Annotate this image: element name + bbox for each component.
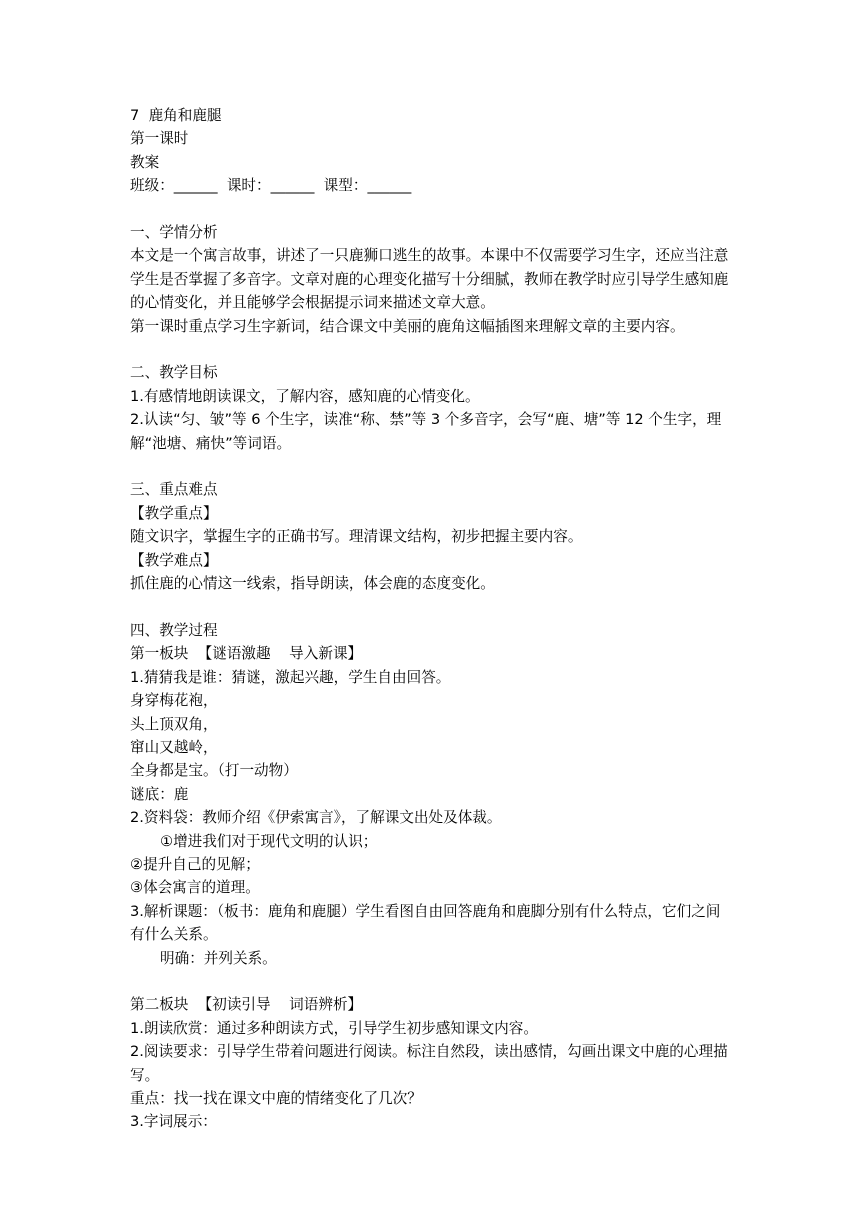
difficulty-label: 【教学难点】	[130, 551, 218, 569]
spacer	[130, 198, 734, 221]
sub-point: ①增进我们对于现代文明的认识；	[160, 832, 378, 850]
difficulty-text: 抓住鹿的心情这一线索，指导朗读，体会鹿的态度变化。	[130, 575, 495, 593]
focus-question: 重点：找一找在课文中鹿的情绪变化了几次？	[130, 1089, 422, 1107]
spacer	[130, 455, 734, 478]
document-body	[130, 104, 734, 1134]
key-point-label: 【教学重点】	[130, 504, 218, 522]
lesson-period: 第一课时	[130, 130, 189, 148]
process-item: 3.解析课题：（板书：鹿角和鹿腿）学生看图自由回答鹿角和鹿脚分别有什么特点，它们之间有什么关系。	[130, 902, 721, 944]
section-heading-goals: 二、教学目标	[130, 364, 218, 382]
riddle-line: 全身都是宝。（打一动物）	[130, 762, 298, 780]
section-heading-process: 四、教学过程	[130, 621, 218, 639]
process-item: 1.朗读欣赏：通过多种朗读方式，引导学生初步感知课文内容。	[130, 1019, 538, 1037]
section-heading-key-points: 三、重点难点	[130, 481, 218, 499]
riddle-line: 头上顶双角，	[130, 715, 218, 733]
analysis-paragraph: 本文是一个寓言故事，讲述了一只鹿狮口逃生的故事。本课中不仅需要学习生字，还应当注意学生是否掌握了多音字。文章对鹿的心理变化描写十分细腻，教师在教学时应引导学生感知鹿的心情变化，并且能够学会根据提示词来描述文章大意。	[130, 247, 729, 312]
spacer	[130, 338, 734, 361]
key-point-text: 随文识字，掌握生字的正确书写。理清课文结构，初步把握主要内容。	[130, 528, 583, 546]
block-title: 第一板块 【谜语激趣 导入新课】	[130, 645, 363, 663]
process-item: 2.阅读要求：引导学生带着问题进行阅读。标注自然段，读出感情，勾画出课文中鹿的心理描写。	[130, 1043, 728, 1084]
doc-type: 教案	[130, 153, 160, 171]
spacer	[130, 970, 734, 993]
riddle-answer: 谜底：鹿	[130, 785, 189, 803]
clarification: 明确：并列关系。	[160, 949, 277, 967]
class-info-line: 班级：______ 课时：______ 课型：______	[130, 177, 412, 195]
goal-item: 1.有感情地朗读课文，了解内容，感知鹿的心情变化。	[130, 387, 480, 405]
process-item: 2.资料袋：教师介绍《伊索寓言》，了解课文出处及体裁。	[130, 809, 502, 827]
section-heading-analysis: 一、学情分析	[130, 224, 218, 242]
sub-point: ②提升自己的见解；	[130, 855, 260, 873]
process-item: 3.字词展示：	[130, 1113, 217, 1131]
analysis-paragraph: 第一课时重点学习生字新词，结合课文中美丽的鹿角这幅插图来理解文章的主要内容。	[130, 317, 685, 335]
process-item: 1.猜猜我是谁：猜谜，激起兴趣，学生自由回答。	[130, 668, 451, 686]
goal-item: 2.认读“匀、皱”等 6 个生字，读准“称、禁”等 3 个多音字，会写“鹿、塘”等 12 个生字，理解“池塘、痛快”等词语。	[130, 411, 722, 452]
spacer	[130, 595, 734, 618]
riddle-line: 窜山又越岭，	[130, 738, 218, 756]
riddle-line: 身穿梅花袍，	[130, 692, 218, 710]
block-title: 第二板块 【初读引导 词语辨析】	[130, 996, 363, 1014]
lesson-title: 7 鹿角和鹿腿	[130, 107, 222, 124]
sub-point: ③体会寓言的道理。	[130, 879, 260, 897]
